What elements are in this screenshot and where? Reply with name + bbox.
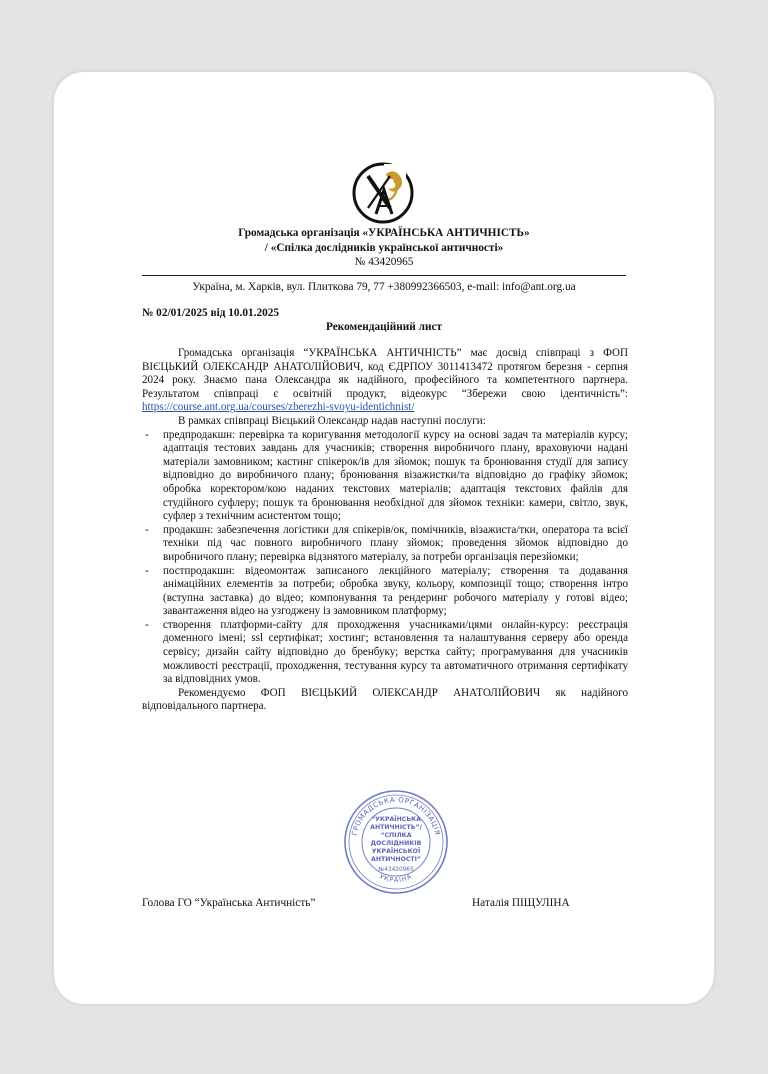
- letter-body: [142, 347, 628, 714]
- stamp-line: АНТИЧНІСТЬ”/: [370, 824, 422, 831]
- signatory-name: Наталія ПІЩУЛІНА: [472, 897, 570, 909]
- conclusion-paragraph: Рекомендуємо ФОП ВІЄЦЬКИЙ ОЛЕКСАНДР АНАТОЛІЙОВИЧ як надійного відповідального партнера.: [142, 686, 628, 713]
- letter-number-date: № 02/01/2025 від 10.01.2025: [142, 307, 280, 319]
- stamp-outer-bottom: УКРАЇНА: [378, 872, 414, 885]
- list-bullet: -: [145, 618, 149, 631]
- list-item: [142, 429, 628, 524]
- services-intro: В рамках співпраці Вієцький Олександр надав наступні послуги:: [178, 414, 486, 427]
- organization-logo: [350, 160, 416, 226]
- letter-title: Рекомендаційний лист: [325, 321, 443, 333]
- org-subtitle: / «Спілка дослідників української античності»: [264, 241, 504, 254]
- intro-paragraph: [142, 347, 628, 415]
- org-number: № 43420965: [354, 256, 414, 268]
- stamp-code: №43420965: [378, 867, 414, 873]
- stamp-line: “СПІЛКА: [380, 832, 412, 839]
- organization-header: [0, 226, 768, 270]
- list-bullet: -: [145, 523, 149, 536]
- stamp-line: АНТИЧНОСТІ”: [371, 856, 421, 863]
- list-bullet: -: [145, 428, 149, 441]
- stamp-line: ДОСЛІДНИКІВ: [370, 840, 422, 847]
- list-item: [142, 619, 628, 687]
- course-link[interactable]: https://course.ant.org.ua/courses/zberezhi-svoyu-identichnist/: [142, 401, 415, 414]
- list-item-text: предпродакшн: перевірка та коригування методології курсу на основі задач та матеріалів курсу; адаптація тестових завдань для учасників; створення виробничого плану, враховуючи надані матеріали замовником; кастинг спікерок/ів для зйомок; пошук та бронювання студії для запису відповідно до виробничого плану; бронювання візажистки/та відповідно до графіку зйомок; обробка коректором/кою наданих текстових матеріалів; адаптація текстових файлів для студійного суфлеру; пошук та бронювання необхідної для зйомок техніки: камери, світло, звук, суфлер з технічним асистентом тощо;: [163, 428, 628, 523]
- intro-text: Громадська організація “УКРАЇНСЬКА АНТИЧНІСТЬ” має досвід співпраці з ФОП ВІЄЦЬКИЙ ОЛЕКСАНДР АНАТОЛІЙОВИЧ, код ЄДРПОУ 3011413472 протягом березня - серпня 2024 року. Знаємо пана Олександра як надійного, професійного та компетентного партнера. Результатом співпраці є освітній продукт, відеокурс “Збережи свою ідентичність”:: [142, 347, 628, 400]
- signatory-position: Голова ГО “Українська Античність”: [142, 897, 316, 909]
- stamp-outer-top: ГРОМАДСЬКА ОРГАНІЗАЦІЯ: [350, 795, 442, 837]
- list-bullet: -: [145, 564, 149, 577]
- list-item: [142, 524, 628, 565]
- stamp-line: УКРАЇНСЬКОЇ: [371, 848, 421, 855]
- list-item-text: продакшн: забезпечення логістики для спікерів/ок, помічників, візажиста/тки, оператора та всієї техніки під час повного виробничого плану зйомок; проведення зйомок відповідно до виробничого плану; перевірка відзнятого матеріалу, за потреби організація перезйомки;: [163, 523, 628, 563]
- header-divider: [142, 275, 626, 276]
- list-item-text: постпродакшн: відеомонтаж записаного лекційного матеріалу; створення та додавання анімаційних елементів за потреби; обробка звуку, кольору, композиції тощо; створення інтро (вступна заставка) до відео; компонування та рендеринг робочого матеріалу у готові відео; завантаження відео на узгоджену із замовником платформу;: [163, 564, 628, 618]
- list-item-text: створення платформи-сайту для проходження учасниками/цями онлайн-курсу: реєстрація доменного імені; ssl сертифікат; хостинг; встановлення та налаштування серверу або оренда сервісу; дизайн сайту відповідно до бренбуку; верстка сайту; програмування для учасників можливості реєстрації, проходження, тестування курсу та автоматичного отримання сертифікату за відповідних умов.: [163, 618, 628, 686]
- list-item: [142, 565, 628, 619]
- org-address: Україна, м. Харків, вул. Плиткова 79, 77 +380992366503, e-mail: info@ant.org.ua: [192, 281, 576, 293]
- services-list: [142, 429, 628, 687]
- org-name: Громадська організація «УКРАЇНСЬКА АНТИЧНІСТЬ»: [238, 227, 530, 239]
- stamp-line: “УКРАЇНСЬКА: [371, 816, 421, 823]
- organization-stamp: [342, 788, 450, 896]
